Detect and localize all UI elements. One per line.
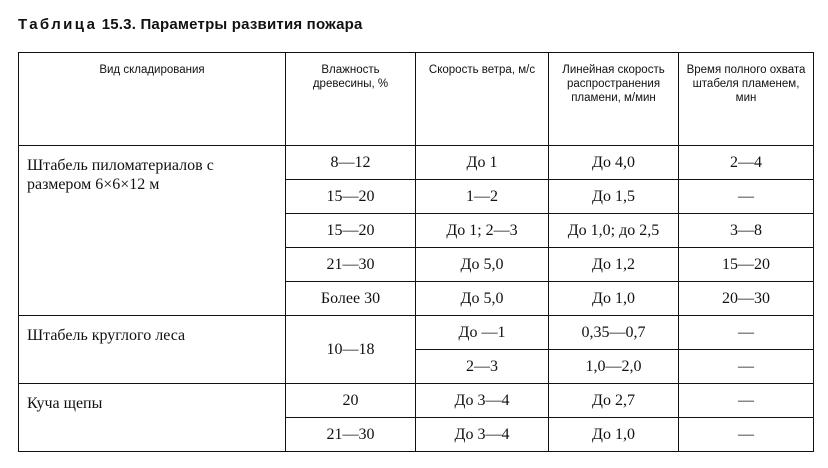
humidity-cell: 21—30 bbox=[286, 248, 416, 282]
storage-type-cell: Куча щепы bbox=[19, 384, 286, 452]
table-row bbox=[19, 316, 814, 350]
wind-cell: До 1 bbox=[416, 146, 549, 180]
header-storage-type: Вид складирования bbox=[19, 53, 286, 146]
wind-cell: До 3—4 bbox=[416, 384, 549, 418]
flame-speed-cell: До 1,2 bbox=[549, 248, 679, 282]
table-row bbox=[19, 384, 814, 418]
humidity-cell: 10—18 bbox=[286, 316, 416, 384]
table-caption bbox=[18, 16, 363, 33]
storage-type-cell: Штабель круглого леса bbox=[19, 316, 286, 384]
humidity-cell: 20 bbox=[286, 384, 416, 418]
caption-number: 15.3. bbox=[101, 16, 137, 33]
flame-speed-cell: До 4,0 bbox=[549, 146, 679, 180]
flame-speed-cell: До 1,5 bbox=[549, 180, 679, 214]
humidity-cell: 15—20 bbox=[286, 214, 416, 248]
fire-parameters-table bbox=[18, 52, 814, 452]
wind-cell: До 5,0 bbox=[416, 248, 549, 282]
coverage-time-cell: — bbox=[679, 384, 814, 418]
coverage-time-cell: 20—30 bbox=[679, 282, 814, 316]
header-coverage-time: Время полного охвата штабеля пламенем, мин bbox=[679, 53, 814, 146]
coverage-time-cell: — bbox=[679, 316, 814, 350]
wind-cell: 2—3 bbox=[416, 350, 549, 384]
humidity-cell: Более 30 bbox=[286, 282, 416, 316]
wind-cell: До 3—4 bbox=[416, 418, 549, 452]
caption-label: Таблица bbox=[18, 16, 98, 33]
flame-speed-cell: До 1,0; до 2,5 bbox=[549, 214, 679, 248]
humidity-cell: 21—30 bbox=[286, 418, 416, 452]
coverage-time-cell: — bbox=[679, 180, 814, 214]
header-flame-speed: Линейная скорость распространения пламени, м/мин bbox=[549, 53, 679, 146]
header-humidity: Влажность древесины, % bbox=[286, 53, 416, 146]
coverage-time-cell: 15—20 bbox=[679, 248, 814, 282]
wind-cell: До 1; 2—3 bbox=[416, 214, 549, 248]
wind-cell: До —1 bbox=[416, 316, 549, 350]
flame-speed-cell: До 1,0 bbox=[549, 282, 679, 316]
flame-speed-cell: 0,35—0,7 bbox=[549, 316, 679, 350]
coverage-time-cell: 2—4 bbox=[679, 146, 814, 180]
wind-cell: 1—2 bbox=[416, 180, 549, 214]
flame-speed-cell: До 1,0 bbox=[549, 418, 679, 452]
flame-speed-cell: 1,0—2,0 bbox=[549, 350, 679, 384]
caption-text: Параметры развития пожара bbox=[140, 16, 363, 33]
storage-type-cell: Штабель пиломатериалов с размером 6×6×12 м bbox=[19, 146, 286, 316]
table-row bbox=[19, 146, 814, 180]
coverage-time-cell: 3—8 bbox=[679, 214, 814, 248]
humidity-cell: 8—12 bbox=[286, 146, 416, 180]
coverage-time-cell: — bbox=[679, 350, 814, 384]
wind-cell: До 5,0 bbox=[416, 282, 549, 316]
coverage-time-cell: — bbox=[679, 418, 814, 452]
header-wind: Скорость ветра, м/с bbox=[416, 53, 549, 146]
humidity-cell: 15—20 bbox=[286, 180, 416, 214]
flame-speed-cell: До 2,7 bbox=[549, 384, 679, 418]
header-row bbox=[19, 53, 814, 146]
